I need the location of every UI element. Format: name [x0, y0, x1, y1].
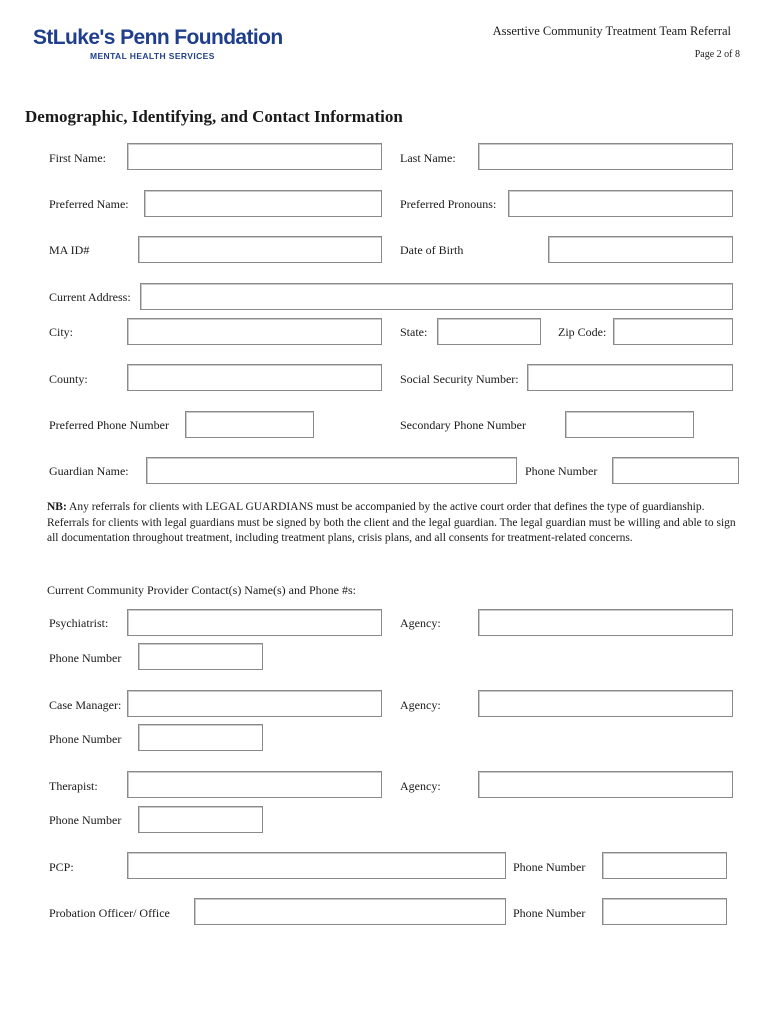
- case-manager-label: Case Manager:: [49, 698, 122, 712]
- therapist-phone-label: Phone Number: [49, 813, 122, 827]
- guardian-phone-label: Phone Number: [525, 464, 598, 478]
- preferred-phone-label: Preferred Phone Number: [49, 418, 169, 432]
- zip-field[interactable]: [613, 318, 733, 345]
- county-field[interactable]: [127, 364, 382, 391]
- last-name-label: Last Name:: [400, 151, 456, 165]
- case-manager-field[interactable]: [127, 690, 382, 717]
- pcp-label: PCP:: [49, 860, 74, 874]
- org-subtitle: MENTAL HEALTH SERVICES: [90, 51, 215, 61]
- dob-label: Date of Birth: [400, 243, 464, 257]
- preferred-name-field[interactable]: [144, 190, 382, 217]
- section-title: Demographic, Identifying, and Contact Information: [25, 107, 403, 126]
- county-label: County:: [49, 372, 88, 386]
- preferred-phone-field[interactable]: [185, 411, 314, 438]
- secondary-phone-label: Secondary Phone Number: [400, 418, 526, 432]
- document-title: Assertive Community Treatment Team Referral: [492, 24, 731, 38]
- psychiatrist-phone-field[interactable]: [138, 643, 263, 670]
- psychiatrist-agency-field[interactable]: [478, 609, 733, 636]
- guardian-note: [47, 500, 742, 547]
- probation-label: Probation Officer/ Office: [49, 906, 170, 920]
- preferred-name-label: Preferred Name:: [49, 197, 129, 211]
- preferred-pronouns-field[interactable]: [508, 190, 733, 217]
- ssn-field[interactable]: [527, 364, 733, 391]
- guardian-name-label: Guardian Name:: [49, 464, 129, 478]
- probation-phone-field[interactable]: [602, 898, 727, 925]
- probation-phone-label: Phone Number: [513, 906, 586, 920]
- address-label: Current Address:: [49, 290, 131, 304]
- therapist-phone-field[interactable]: [138, 806, 263, 833]
- providers-heading: Current Community Provider Contact(s) Name(s) and Phone #s:: [47, 583, 356, 597]
- org-logo: StLuke's Penn Foundation: [33, 26, 283, 49]
- ma-id-label: MA ID#: [49, 243, 90, 257]
- psychiatrist-agency-label: Agency:: [400, 616, 441, 630]
- therapist-label: Therapist:: [49, 779, 98, 793]
- pcp-phone-field[interactable]: [602, 852, 727, 879]
- guardian-phone-field[interactable]: [612, 457, 739, 484]
- ma-id-field[interactable]: [138, 236, 382, 263]
- note-prefix: NB:: [47, 501, 67, 513]
- psychiatrist-label: Psychiatrist:: [49, 616, 109, 630]
- city-field[interactable]: [127, 318, 382, 345]
- therapist-agency-label: Agency:: [400, 779, 441, 793]
- state-label: State:: [400, 325, 428, 339]
- first-name-field[interactable]: [127, 143, 382, 170]
- preferred-pronouns-label: Preferred Pronouns:: [400, 197, 497, 211]
- zip-label: Zip Code:: [558, 325, 607, 339]
- psychiatrist-field[interactable]: [127, 609, 382, 636]
- case-manager-agency-field[interactable]: [478, 690, 733, 717]
- last-name-field[interactable]: [478, 143, 733, 170]
- ssn-label: Social Security Number:: [400, 372, 519, 386]
- case-manager-phone-field[interactable]: [138, 724, 263, 751]
- therapist-agency-field[interactable]: [478, 771, 733, 798]
- pcp-field[interactable]: [127, 852, 506, 879]
- state-field[interactable]: [437, 318, 541, 345]
- probation-field[interactable]: [194, 898, 506, 925]
- psychiatrist-phone-label: Phone Number: [49, 651, 122, 665]
- case-manager-phone-label: Phone Number: [49, 732, 122, 746]
- note-text: Any referrals for clients with LEGAL GUARDIANS must be accompanied by the active court order that defines the type of guardianship. Referrals for clients with legal guardians must be signed by both the client and the legal guardian. The legal guardian must be willing and able to sign all documentation throughout treatment, including treatment plans, crisis plans, and all consents for treatment-related concerns.: [47, 501, 736, 544]
- pcp-phone-label: Phone Number: [513, 860, 586, 874]
- city-label: City:: [49, 325, 74, 339]
- address-field[interactable]: [140, 283, 733, 310]
- secondary-phone-field[interactable]: [565, 411, 694, 438]
- case-manager-agency-label: Agency:: [400, 698, 441, 712]
- guardian-name-field[interactable]: [146, 457, 517, 484]
- page-number: Page 2 of 8: [694, 49, 740, 60]
- first-name-label: First Name:: [49, 151, 106, 165]
- dob-field[interactable]: [548, 236, 733, 263]
- therapist-field[interactable]: [127, 771, 382, 798]
